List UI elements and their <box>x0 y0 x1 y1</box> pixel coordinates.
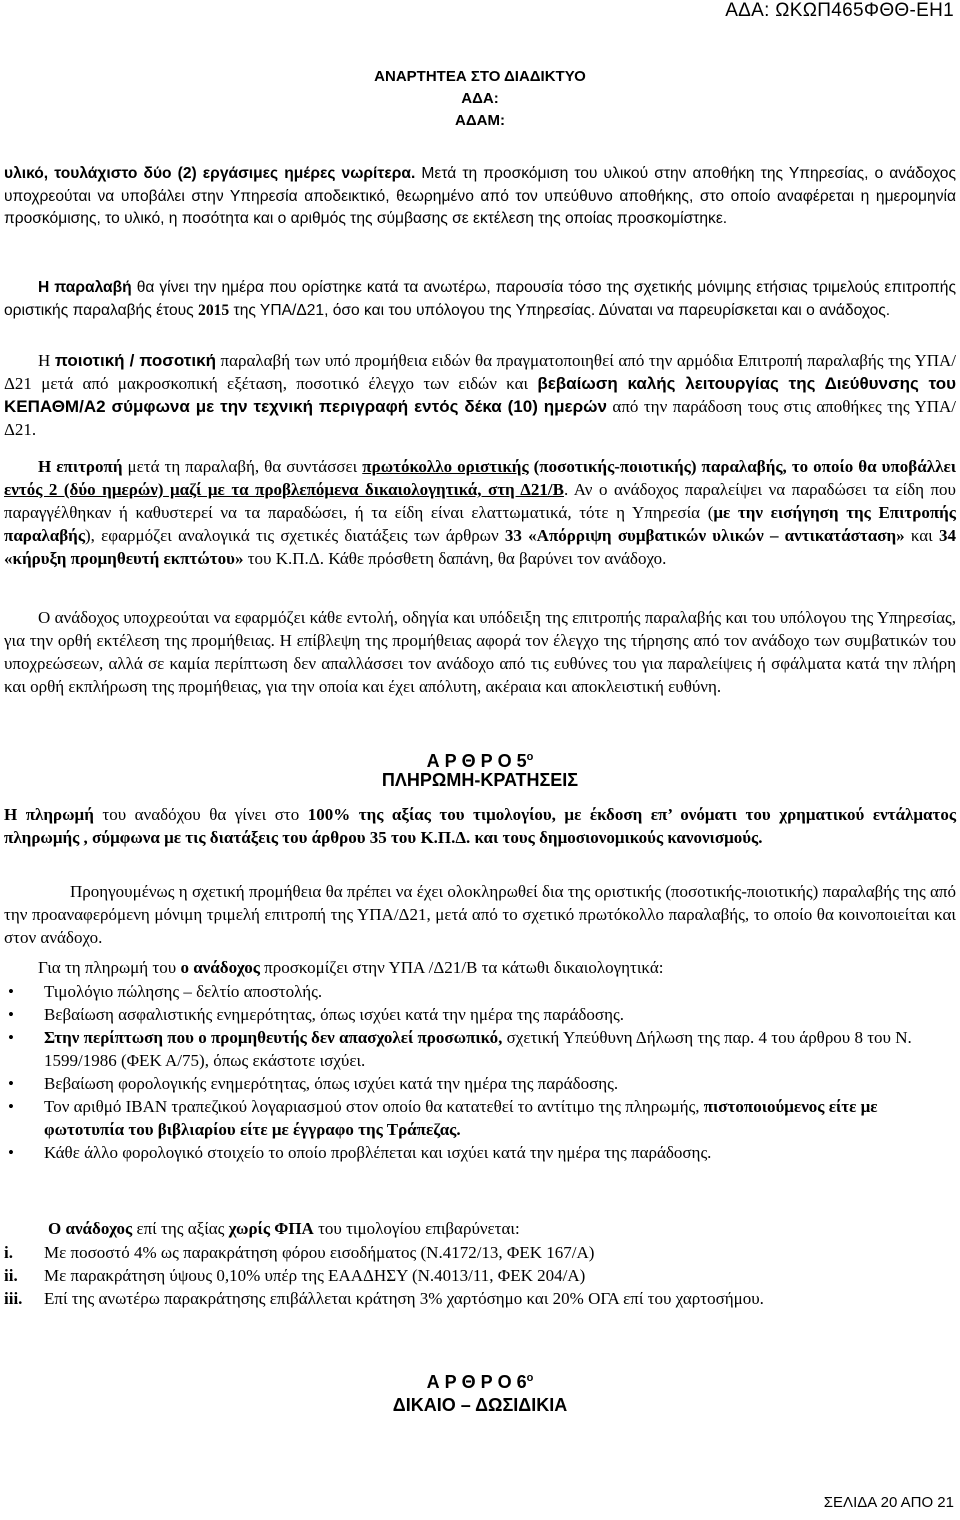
docs-contractor: ο ανάδοχος <box>180 958 260 977</box>
list-item-text: Επί της ανωτέρω παρακράτησης επιβάλλεται κράτηση 3% χαρτόσημο και 20% ΟΓΑ επί του χαρτοσήμου. <box>44 1289 764 1308</box>
receipt-text: θα γίνει την ημέρα που ορίστηκε κατά τα ανωτέρω, παρουσία τόσο της σχετικής μόνιμης ετήσιας τριμελούς επιτροπής οριστικής παραλαβής έτους <box>4 279 956 319</box>
list-item <box>4 1141 956 1164</box>
qq-text: παραλαβή των υπό προμήθεια ειδών θα πραγματοποιηθεί από την αρμόδια Επιτροπή παραλαβής της ΥΠΑ/Δ21 μετά από μακροσκοπική εξέταση, ποσοτικό έλεγχο των ειδών και <box>4 351 956 393</box>
qq-bold: ποιοτική / ποσοτική <box>54 351 216 370</box>
list-item-text: Βεβαίωση φορολογικής ενημερότητας, όπως ισχύει κατά την ημέρα της παράδοσης. <box>44 1074 619 1093</box>
list-item-text: σχετική Υπεύθυνη Δήλωση της παρ. 4 του άρθρου 8 του Ν. 1599/1986 (ΦΕΚ Α/75), όπως εκάστοτε ισχύει. <box>44 1028 912 1070</box>
paragraph-payment <box>4 803 956 849</box>
list-item-text: Βεβαίωση ασφαλιστικής ενημερότητας, όπως ισχύει κατά την ημέρα της παράδοσης. <box>44 1005 624 1024</box>
article-34: 34 «κήρυξη προμηθευτή εκπτώτου» <box>4 526 956 568</box>
payment-text: του αναδόχου θα γίνει στο <box>93 805 308 824</box>
list-item <box>4 1003 956 1026</box>
paragraph-quality-quantity <box>4 349 956 441</box>
prior-receipt-text: Προηγουμένως η σχετική προμήθεια θα πρέπει να έχει ολοκληρωθεί δια της οριστικής (ποσοτικής-ποιοτικής) παραλαβής της από την προαναφερόμενη μόνιμη τριμελή επιτροπή της ΥΠΑ/Δ21, μετά από το σχετικό πρωτόκολλο παραλαβής, το οποίο θα κοινοποιείται και στον ανάδοχο. <box>4 882 956 947</box>
article-33: 33 «Απόρριψη συμβατικών υλικών – αντικατάσταση» <box>504 526 905 545</box>
list-item <box>4 1241 956 1264</box>
documents-list <box>4 980 956 1164</box>
qq-certification: βεβαίωση καλής λειτουργίας της Διεύθυνσης του ΚΕΠΑΘΜ/Α2 <box>4 374 957 416</box>
deductions-text: επί της αξίας <box>132 1219 229 1238</box>
bullet-icon: • <box>8 1005 14 1024</box>
paragraph-contractor-obligations <box>4 606 956 698</box>
list-item-number: i. <box>4 1243 13 1262</box>
committee-articles: ), εφαρμόζει αναλογικά τις σχετικές διατάξεις των άρθρων <box>85 526 505 545</box>
list-item <box>4 1072 956 1095</box>
committee-failure: . Αν ο ανάδοχος παραλείψει να παραδώσει τα είδη που παραγγέλθηκαν ή καθυστερεί να τα παραδώσει, ή τα είδη είναι ελαττωματικά, τότε η Υπηρεσία ( <box>4 480 956 522</box>
list-item-text: Τιμολόγιο πώλησης – δελτίο αποστολής. <box>44 982 323 1001</box>
qq-lead: Η <box>38 351 55 370</box>
list-item-bold: Στην περίπτωση που ο προμηθευτής δεν απασχολεί προσωπικό, <box>44 1028 503 1047</box>
qq-end: από την παράδοση τους στις αποθήκες της ΥΠΑ/Δ21. <box>4 397 956 439</box>
committee-receipt: (ποσοτικής-ποιοτικής) παραλαβής, το οποίο θα υποβάλλει <box>528 457 956 476</box>
committee-proposal: με την εισήγηση της Επιτροπής παραλαβής <box>4 503 956 545</box>
list-item-text: Με παρακράτηση ύψους 0,10% υπέρ της ΕΑΑΔΗΣΥ (Ν.4013/11, ΦΕΚ 204/Α) <box>44 1266 586 1285</box>
paragraph-receipt <box>4 277 956 322</box>
bullet-icon: • <box>8 1028 14 1047</box>
committee-and: και <box>904 526 939 545</box>
ada-label: ΑΔΑ: <box>461 90 499 107</box>
list-item-number: ii. <box>4 1266 18 1285</box>
committee-deadline: εντός 2 (δύο ημερών) μαζί με τα προβλεπόμενα δικαιολογητικά, στη Δ21/Β <box>4 480 564 499</box>
article-5-sup: ο <box>526 751 534 763</box>
bullet-icon: • <box>8 982 14 1001</box>
committee-protocol: πρωτόκολλο οριστικής <box>362 457 529 476</box>
receipt-text-end: της ΥΠΑ/Δ21, όσο και του υπόλογου της Υπηρεσίας. Δύναται να παρευρίσκεται και ο ανάδοχος. <box>229 301 891 319</box>
committee-bold: Η επιτροπή <box>38 457 123 476</box>
article-6-title <box>0 1366 960 1394</box>
paragraph-prior-receipt <box>4 880 956 949</box>
page-number: ΣΕΛΙΔΑ 20 ΑΠΟ 21 <box>823 1494 954 1511</box>
paragraph-committee <box>4 455 956 570</box>
notice-bold: υλικό, τουλάχιστο δύο (2) εργάσιμες ημέρες νωρίτερα. <box>4 165 416 182</box>
receipt-bold: Η παραλαβή <box>38 279 132 296</box>
list-item-bold: πιστοποιούμενος είτε με φωτοτυπία του βιβλιαρίου είτε με έγγραφο της Τράπεζας. <box>44 1097 878 1139</box>
list-item <box>4 1264 956 1287</box>
docs-text: προσκομίζει στην ΥΠΑ /Δ21/Β τα κάτωθι δικαιολογητικά: <box>259 958 664 977</box>
bullet-icon: • <box>8 1097 14 1116</box>
list-item <box>4 1287 956 1310</box>
notice-text: Μετά τη προσκόμιση του υλικού στην αποθήκη της Υπηρεσίας, ο ανάδοχος υποχρεούται να υποβάλει στην Υπηρεσία αποδεικτικό, θεωρημένο από τον υπεύθυνο αποθήκης, στο οποίο αναφέρεται η ημερομηνία προσκόμισης, το υλικό, η ποσότητα και ο αριθμός της σύμβασης σε εκτέλεση της οποίας προσκομίστηκε. <box>4 165 956 228</box>
list-item-text: Τον αριθμό ΙΒΑΝ τραπεζικού λογαριασμού στον οποίο θα κατατεθεί το αντίτιμο της πληρωμής, <box>44 1097 704 1116</box>
article-6-label: Α Ρ Θ Ρ Ο 6 <box>426 1372 527 1392</box>
paragraph-deductions-intro <box>4 1217 956 1240</box>
list-item <box>4 1095 956 1141</box>
deductions-list <box>4 1241 956 1310</box>
receipt-year: 2015 <box>198 301 230 319</box>
obligations-text: Ο ανάδοχος υποχρεούται να εφαρμόζει κάθε εντολή, οδηγία και υπόδειξη της επιτροπής παραλαβής και του υπόλογου της Υπηρεσίας, για την ορθή εκτέλεση της προμήθειας. Η επίβλεψη της προμήθειας αφορά τον έλεγχο της τήρησης από τον ανάδοχο των συμβατικών του υποχρεώσεων, αλλά σε καμία περίπτωση δεν απαλλάσσει τον ανάδοχο από τις ευθύνες του για παραλείψεις ή σφάλματα κατά την πλήρη και ορθή εκπλήρωση της προμήθειας, για την οποία και έχει απόλυτη, ακέραια και αποκλειστική ευθύνη. <box>4 608 956 696</box>
ada-code: ΑΔΑ: ΩΚΩΠ465ΦΘΘ-ΕΗ1 <box>725 0 954 21</box>
deductions-no-vat: χωρίς ΦΠΑ <box>228 1219 314 1238</box>
article-5-subtitle: ΠΛΗΡΩΜΗ-ΚΡΑΤΗΣΕΙΣ <box>381 770 579 790</box>
committee-end: του Κ.Π.Δ. Κάθε πρόσθετη δαπάνη, θα βαρύνει τον ανάδοχο. <box>243 549 667 568</box>
payment-bold: Η πληρωμή <box>4 805 94 824</box>
adam-label: ΑΔΑΜ: <box>455 112 505 129</box>
article-6-subtitle: ΔΙΚΑΙΟ – ΔΩΣΙΔΙΚΙΑ <box>392 1395 568 1415</box>
post-label: ΑΝΑΡΤΗΤΕΑ ΣΤΟ ΔΙΑΔΙΚΤΥΟ <box>374 68 586 85</box>
list-item-text: Με ποσοστό 4% ως παρακράτηση φόρου εισοδήματος (Ν.4172/13, ΦΕΚ 167/Α) <box>44 1243 595 1262</box>
qq-spec: σύμφωνα με την τεχνική περιγραφή <box>105 397 409 416</box>
paragraph-delivery-notice <box>4 163 956 231</box>
list-item-text: Κάθε άλλο φορολογικό στοιχείο το οποίο προβλέπεται και ισχύει κατά την ημέρα της παράδοσης. <box>44 1143 712 1162</box>
deductions-contractor: Ο ανάδοχος <box>48 1219 133 1238</box>
payment-terms: 100% της αξίας του τιμολογίου, με έκδοση επ’ ονόματι του χρηματικού εντάλματος πληρωμής , σύμφωνα με τις διατάξεις του άρθρου 35 του Κ.Π.Δ. και τους δημοσιονομικούς κανονισμούς. <box>4 805 956 847</box>
list-item <box>4 980 956 1003</box>
article-5-label: Α Ρ Θ Ρ Ο 5 <box>426 751 527 771</box>
article-6-sup: ο <box>526 1372 534 1384</box>
committee-text: μετά τη παραλαβή, θα συντάσσει <box>122 457 363 476</box>
deductions-end: του τιμολογίου επιβαρύνεται: <box>313 1219 520 1238</box>
qq-deadline: εντός δέκα (10) ημερών <box>408 397 607 416</box>
list-item-number: iii. <box>4 1289 23 1308</box>
bullet-icon: • <box>8 1143 14 1162</box>
paragraph-documents-intro <box>4 956 956 979</box>
bullet-icon: • <box>8 1074 14 1093</box>
list-item <box>4 1026 956 1072</box>
docs-lead: Για τη πληρωμή του <box>38 958 181 977</box>
